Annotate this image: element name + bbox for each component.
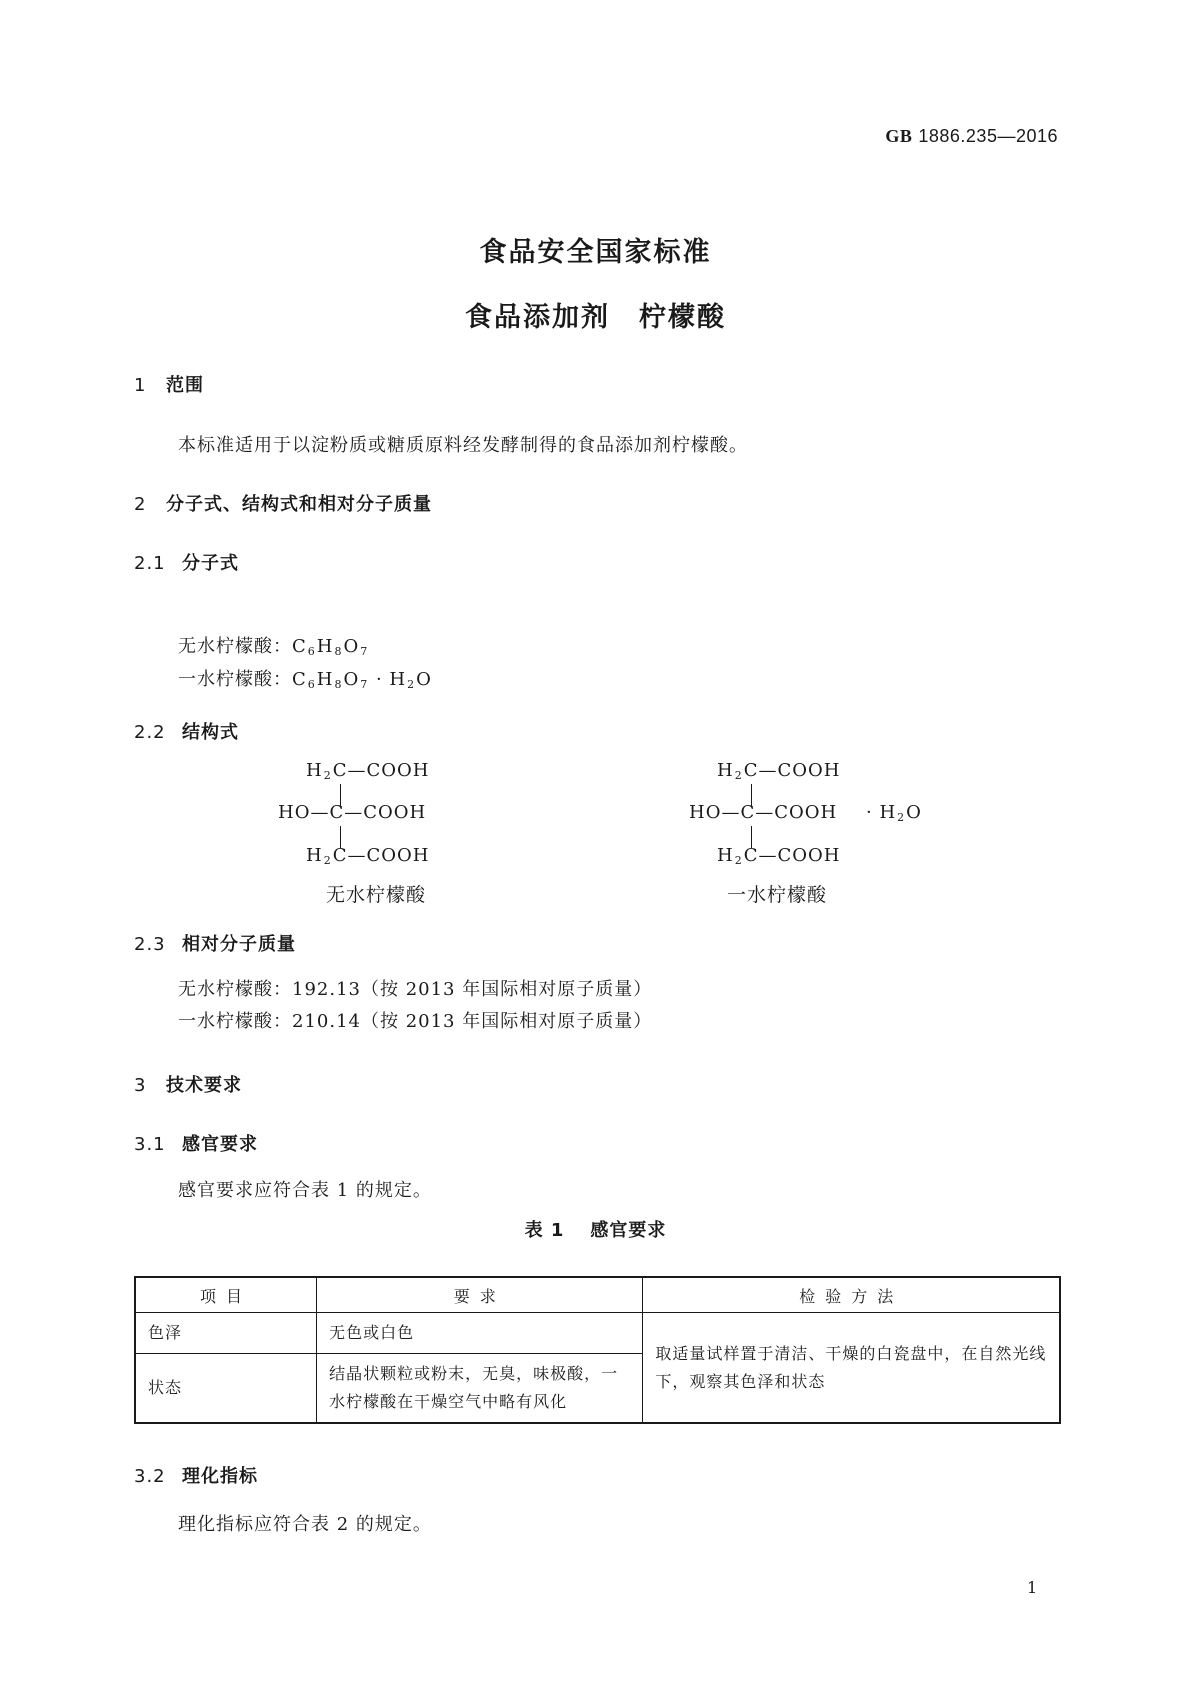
table-cell-item: 状态 bbox=[135, 1354, 317, 1424]
table-cell-requirement: 无色或白色 bbox=[317, 1313, 643, 1354]
document-title: 食品安全国家标准 bbox=[479, 237, 712, 268]
formula-monohydrate: 一水柠檬酸：$C_6H_8O_7 \cdot H_2O$ bbox=[178, 669, 432, 691]
section-3-2-body: 理化指标应符合表 2 的规定。 bbox=[178, 1514, 432, 1535]
structure-monohydrate-top: $H_2C—COOH$ bbox=[717, 760, 841, 782]
table-1 bbox=[134, 1276, 1061, 1424]
structure-anhydrous-top: $H_2C—COOH$ bbox=[306, 760, 430, 782]
structure-water: · $H_2O$ bbox=[866, 802, 922, 824]
mass-monohydrate: 一水柠檬酸：210.14（按 2013 年国际相对原子质量） bbox=[178, 1011, 653, 1032]
structure-monohydrate-mid: HO—C—COOH bbox=[689, 802, 838, 823]
structure-monohydrate-bottom: $H_2C—COOH$ bbox=[717, 845, 841, 867]
structure-anhydrous-bottom: $H_2C—COOH$ bbox=[306, 845, 430, 867]
section-2-1-heading: 2.1 分子式 bbox=[134, 553, 239, 574]
table-cell-item: 色泽 bbox=[135, 1313, 317, 1354]
table-1-caption: 表 1 感官要求 bbox=[524, 1220, 667, 1241]
standard-prefix: GB bbox=[885, 126, 913, 146]
section-3-2-heading: 3.2 理化指标 bbox=[134, 1466, 258, 1487]
structure-anhydrous-mid: HO—C—COOH bbox=[278, 802, 427, 823]
table-header-cell: 检验方法 bbox=[643, 1277, 1060, 1313]
table-header-cell: 要求 bbox=[317, 1277, 643, 1313]
structure-anhydrous-caption: 无水柠檬酸 bbox=[326, 884, 427, 906]
table-header-row bbox=[135, 1277, 1060, 1313]
document-subtitle: 食品添加剂 柠檬酸 bbox=[465, 302, 726, 333]
section-2-heading: 2 分子式、结构式和相对分子质量 bbox=[134, 494, 432, 515]
structure-monohydrate-caption: 一水柠檬酸 bbox=[727, 884, 828, 906]
section-3-1-heading: 3.1 感官要求 bbox=[134, 1134, 258, 1155]
section-2-2-heading: 2.2 结构式 bbox=[134, 722, 239, 743]
standard-number: 1886.235—2016 bbox=[918, 126, 1058, 146]
table-cell-method: 取适量试样置于清洁、干燥的白瓷盘中，在自然光线下，观察其色泽和状态 bbox=[643, 1313, 1060, 1424]
section-1-body: 本标准适用于以淀粉质或糖质原料经发酵制得的食品添加剂柠檬酸。 bbox=[178, 435, 748, 456]
section-2-3-heading: 2.3 相对分子质量 bbox=[134, 934, 296, 955]
section-1-heading: 1 范围 bbox=[134, 375, 204, 396]
section-3-1-body: 感官要求应符合表 1 的规定。 bbox=[178, 1180, 432, 1201]
page-number: 1 bbox=[1027, 1578, 1038, 1597]
table-cell-requirement: 结晶状颗粒或粉末，无臭，味极酸，一水柠檬酸在干燥空气中略有风化 bbox=[317, 1354, 643, 1424]
formula-anhydrous: 无水柠檬酸：$C_6H_8O_7$ bbox=[178, 636, 369, 658]
table-header-cell: 项目 bbox=[135, 1277, 317, 1313]
mass-anhydrous: 无水柠檬酸：192.13（按 2013 年国际相对原子质量） bbox=[178, 979, 653, 1000]
section-3-heading: 3 技术要求 bbox=[134, 1075, 242, 1096]
table-row bbox=[135, 1313, 1060, 1354]
standard-code bbox=[885, 126, 1058, 147]
